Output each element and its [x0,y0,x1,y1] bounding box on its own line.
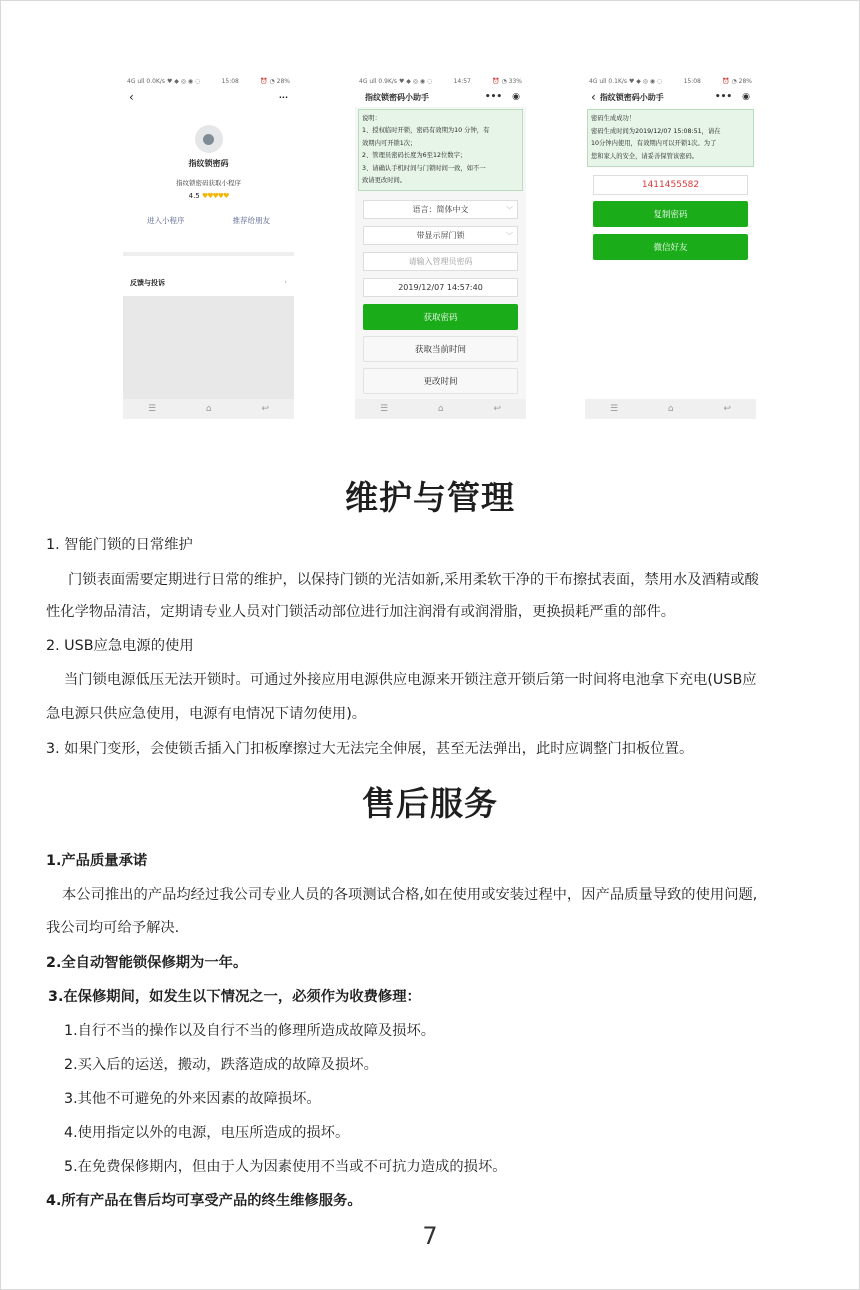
status-time: 15:08 [221,78,239,85]
back-icon[interactable]: ‹ [591,90,596,104]
maintenance-item2-line2: 急电源只供应急使用，电源有电情况下请勿使用)。 [46,706,367,722]
page-title: 指纹锁密码小助手 [599,92,664,102]
instructions-box [358,109,523,191]
system-nav-bar [585,399,756,419]
status-signal: 4G ull 0.9K/s ♥ ◆ ◎ ◉ ◌ [359,78,433,85]
maintenance-item2-title: 2. USB应急电源的使用 [46,638,194,654]
close-icon[interactable]: ◉ [512,92,520,102]
note-line: 2、管理员密码长度为6至12位数字； [362,152,467,160]
service-s3-item: 5.在免费保修期内，但由于人为因素使用不当或不可抗力造成的损坏。 [64,1159,507,1175]
maintenance-item1-line2: 性化学物品清洁，定期请专业人员对门锁活动部位进行加注润滑有或润滑脂，更换损耗严重的部件。 [46,604,676,620]
home-icon[interactable]: ⌂ [667,404,674,414]
section-divider [123,252,294,256]
service-s3-item: 3.其他不可避免的外来因素的故障损坏。 [64,1091,321,1107]
maintenance-item1-line1: 门锁表面需要定期进行日常的维护，以保持门锁的光洁如新,采用柔软干净的干布擦拭表面，禁用水及酒精或酸 [68,572,759,588]
datetime-field[interactable]: 2019/12/07 14:57:40 [363,278,518,297]
action-links [123,215,294,226]
more-icon[interactable]: ••• [714,92,733,102]
get-current-time-button[interactable]: 获取当前时间 [363,336,518,362]
back-nav-icon[interactable]: ↩ [261,404,270,414]
nav-bar [355,87,526,107]
service-s1-title: 1.产品质量承诺 [46,853,148,869]
success-message-box [587,109,754,167]
generated-password: 1411455582 [593,175,748,195]
status-battery: ⏰ ◔ 28% [722,78,752,85]
system-nav-bar [355,399,526,419]
service-s3-title: 3.在保修期间，如发生以下情况之一，必须作为收费修理： [48,989,421,1005]
chevron-right-icon: › [284,278,287,286]
note-line: 密码生成成功！ [591,115,636,122]
nav-bar [585,87,756,107]
close-icon[interactable]: ◉ [742,92,750,102]
service-s4: 4.所有产品在售后均可享受产品的终生维修服务。 [46,1193,362,1209]
service-s3-item: 1.自行不当的操作以及自行不当的修理所造成故障及损坏。 [64,1023,436,1039]
screenshot-password-result [585,76,756,419]
capsule-menu [715,92,750,102]
maintenance-item2-line1: 当门锁电源低压无法开锁时。可通过外接应用电源供应电源来开锁注意开锁后第一时间将电池拿下充电(USB应 [64,672,757,688]
screenshot-password-form [355,76,526,419]
status-bar [355,76,526,87]
back-icon[interactable]: ‹ [129,90,134,104]
back-nav-icon[interactable]: ↩ [723,404,732,414]
share-wechat-button[interactable]: 微信好友 [593,234,748,260]
service-s1-line1: 本公司推出的产品均经过我公司专业人员的各项测试合格,如在使用或安装过程中，因产品质量导致的使用问题, [62,887,758,903]
more-icon[interactable]: ••• [484,92,503,102]
app-description: 指纹锁密码获取小程序 [176,179,241,187]
note-line: 效期内可开锁1次； [362,139,417,147]
service-s3-item: 2.买入后的运送，搬动，跌落造成的故障及损坏。 [64,1057,378,1073]
status-signal: 4G ull 0.1K/s ♥ ◆ ◎ ◉ ◌ [589,78,663,85]
note-line: 致请更改时间。 [362,177,407,185]
language-select[interactable] [363,200,518,219]
screenshot-miniprogram-profile [123,76,294,419]
capsule-menu [485,92,520,102]
note-line: 您和家人的安全，请妥善保管该密码。 [591,152,699,160]
home-icon[interactable]: ⌂ [205,404,212,414]
service-s3-item: 4.使用指定以外的电源，电压所造成的损坏。 [64,1125,350,1141]
status-battery: ⏰ ◔ 28% [260,78,290,85]
status-bar [585,76,756,87]
admin-password-input[interactable]: 请输入管理员密码 [363,252,518,271]
menu-icon[interactable]: ☰ [379,404,389,414]
note-line: 1、授权临时开锁，密码有效期为10 分钟，有 [362,127,490,135]
page-number: 7 [422,1222,438,1250]
status-time: 15:08 [683,78,701,85]
menu-icon[interactable]: ☰ [609,404,619,414]
page-title: 指纹锁密码小助手 [365,92,429,102]
more-icon[interactable]: ··· [278,92,288,102]
maintenance-item1-title: 1. 智能门锁的日常维护 [46,537,193,553]
status-bar [123,76,294,87]
app-avatar [195,125,223,153]
copy-password-button[interactable]: 复制密码 [593,201,748,227]
status-signal: 4G ull 0.0K/s ♥ ◆ ◎ ◉ ◌ [127,78,201,85]
recommend-friend-link[interactable]: 推荐给朋友 [232,216,270,225]
maintenance-item3: 3. 如果门变形，会使锁舌插入门扣板摩擦过大无法完全伸展，甚至无法弹出，此时应调整门扣板位置。 [46,741,694,757]
app-rating [123,192,294,200]
chevron-down-icon: ﹀ [506,231,513,240]
note-line: 3、请确认手机时间与门锁时间一致，如不一 [362,164,486,172]
service-s2: 2.全自动智能锁保修期为一年。 [46,955,248,971]
home-icon[interactable]: ⌂ [437,404,444,414]
app-logo-icon [203,134,214,145]
get-password-button[interactable]: 获取密码 [363,304,518,330]
nav-bar [123,87,294,107]
feedback-row[interactable] [123,278,294,288]
rating-stars-icon: ♥♥♥♥♥ [201,192,229,200]
note-line: 密码生成时间为2019/12/07 15:08:51，请在 [591,127,721,135]
service-s1-line2: 我公司均可给予解决. [46,920,180,936]
back-nav-icon[interactable]: ↩ [493,404,502,414]
status-time: 14:57 [453,78,471,85]
feedback-label: 反馈与投诉 [130,279,165,287]
app-name: 指纹锁密码 [188,159,229,168]
maintenance-heading: 维护与管理 [345,478,515,517]
chevron-down-icon: ﹀ [506,205,513,214]
empty-area [123,296,294,399]
note-line: 10分钟内使用，有效期内可以开锁1次。为了 [591,140,717,148]
rating-value: 4.5 [188,192,200,200]
lock-type-value: 带显示屏门锁 [416,231,465,241]
language-value: 语言：简体中文 [412,205,469,215]
menu-icon[interactable]: ☰ [147,404,157,414]
note-line: 说明： [362,115,381,122]
status-battery: ⏰ ◔ 33% [492,78,522,85]
service-heading: 售后服务 [362,784,498,823]
enter-miniprogram-link[interactable]: 进入小程序 [147,216,185,225]
change-time-button[interactable]: 更改时间 [363,368,518,394]
lock-type-select[interactable] [363,226,518,245]
system-nav-bar [123,399,294,419]
